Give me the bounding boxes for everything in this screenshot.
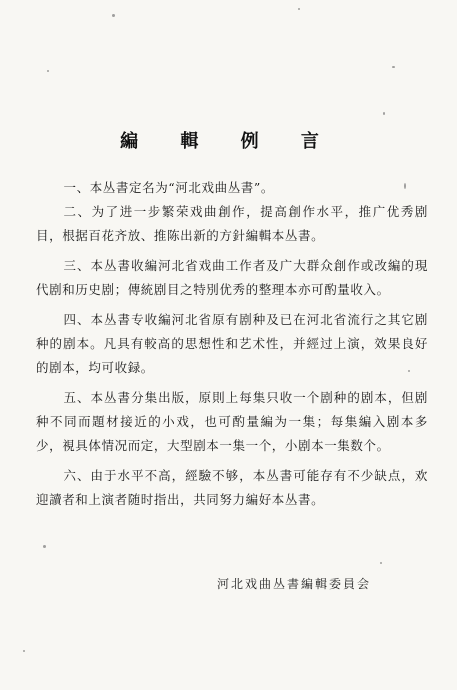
print-speck <box>408 370 410 372</box>
paragraph-4: 四、本丛書专收編河北省原有剧种及已在河北省流行之其它剧种的剧本。凡具有較高的思想性和艺术性，并經过上演，效果良好的剧本，均可收録。 <box>36 312 428 375</box>
paragraph-5: 五、本丛書分集出版，原則上每集只收一个剧种的剧本，但剧种不同而題材接近的小戏，也可酌量編为一集；每集編入剧本多少，視具体情况而定，大型剧本一集一个，小剧本一集数个。 <box>36 390 428 453</box>
print-speck <box>380 562 382 564</box>
print-speck <box>383 112 385 115</box>
print-speck <box>392 66 395 68</box>
print-speck <box>23 650 25 652</box>
paragraph-3: 三、本丛書收編河北省戏曲工作者及广大群众創作或改編的現代剧和历史剧；傳統剧目之特別优秀的整理本亦可酌量收入。 <box>36 258 428 297</box>
print-speck <box>47 70 49 72</box>
paragraph-1: 一、本丛書定名为“河北戏曲丛書”。 <box>63 180 274 195</box>
print-speck <box>298 8 300 10</box>
paragraph-2: 二、为了进一步繁荣戏曲創作，提高創作水平，推广优秀剧目，根据百花齐放、推陈出新的方針編輯本丛書。 <box>36 204 428 243</box>
print-speck <box>112 14 115 17</box>
page-title: 編 輯 例 言 <box>120 131 337 152</box>
signature: 河北戏曲丛書編輯委員会 <box>216 577 371 591</box>
print-speck <box>404 183 406 189</box>
print-speck <box>43 545 46 548</box>
body-text <box>36 176 428 518</box>
paragraph-6: 六、由于水平不高，經驗不够，本丛書可能存有不少缺点，欢迎讀者和上演者随时指出，共同努力編好本丛書。 <box>36 468 428 507</box>
